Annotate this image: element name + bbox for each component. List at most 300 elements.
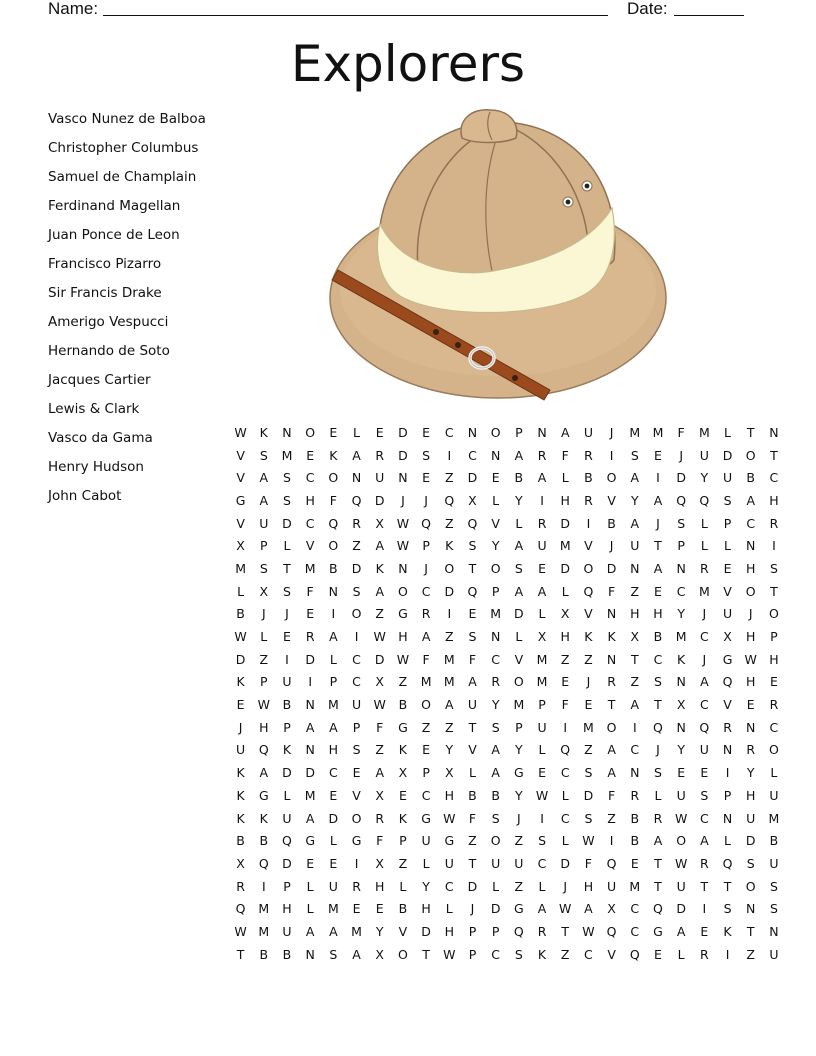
grid-letter: N [467,424,478,440]
grid-letter: X [236,855,245,871]
grid-letter: V [305,538,315,554]
grid-letter: C [746,515,756,531]
word-list-item: Jacques Cartier [48,372,151,388]
grid-letter: U [491,855,501,871]
grid-letter: G [514,901,524,917]
word-list-item: Henry Hudson [48,459,144,475]
grid-letter: N [676,719,686,735]
grid-letter: V [236,447,245,463]
grid-letter: D [583,787,594,803]
grid-letter: V [723,697,732,713]
grid-letter: Z [352,538,361,554]
grid-letter: T [654,697,662,713]
grid-letter: A [607,742,616,758]
grid-letter: Y [515,492,523,508]
grid-row [229,557,786,580]
grid-letter: L [561,583,569,599]
word-list-item: Juan Ponce de Leon [48,227,180,243]
grid-letter: D [606,560,617,576]
grid-letter: B [282,946,292,962]
grid-letter: A [746,492,755,508]
grid-letter: N [769,923,779,939]
grid-letter: D [282,765,292,781]
grid-letter: A [514,538,524,554]
grid-letter: R [491,674,500,690]
grid-letter: C [305,515,315,531]
grid-letter: D [282,855,292,871]
grid-row [229,512,786,535]
grid-letter: U [583,424,593,440]
grid-letter: W [674,810,688,826]
grid-letter: L [260,629,268,645]
grid-letter: L [468,765,476,781]
grid-letter: C [560,810,570,826]
grid-letter: E [422,742,431,758]
grid-letter: Q [351,492,362,508]
grid-letter: A [375,765,384,781]
name-blank[interactable] [103,0,608,16]
word-list-item: Christopher Columbus [48,140,199,156]
grid-letter: P [515,424,523,440]
grid-letter: U [607,878,617,894]
grid-letter: Q [653,719,663,735]
grid-letter: O [768,606,779,622]
grid-letter: N [490,629,501,645]
grid-letter: T [236,946,245,962]
grid-row [229,897,786,920]
grid-letter: N [305,697,315,713]
grid-letter: X [444,765,454,781]
grid-letter: F [561,447,569,463]
grid-letter: G [258,787,269,803]
grid-letter: H [375,878,385,894]
grid-letter: O [397,946,408,962]
grid-letter: Q [606,855,617,871]
grid-letter: I [308,674,312,690]
grid-letter: S [491,719,500,735]
grid-letter: O [328,470,339,486]
grid-letter: S [352,583,361,599]
grid-letter: B [236,833,245,849]
grid-letter: I [563,719,568,735]
grid-letter: T [770,447,778,463]
grid-letter: Z [746,946,755,962]
grid-letter: U [537,538,547,554]
grid-letter: H [653,606,663,622]
grid-letter: J [679,447,683,463]
grid-letter: R [584,492,593,508]
grid-letter: F [329,492,337,508]
grid-letter: F [584,855,592,871]
grid-letter: U [699,742,709,758]
grid-letter: U [328,878,338,894]
grid-letter: Z [514,833,524,849]
grid-letter: Z [584,742,593,758]
grid-row [229,489,786,512]
grid-letter: Z [444,515,454,531]
grid-letter: D [722,447,733,463]
grid-letter: L [654,787,662,803]
grid-letter: M [327,901,339,917]
grid-letter: O [768,742,779,758]
grid-letter: J [702,651,707,667]
grid-letter: Z [514,878,524,894]
grid-letter: S [538,833,546,849]
grid-row [229,444,786,467]
grid-letter: B [236,606,245,622]
grid-letter: K [259,810,268,826]
grid-letter: M [768,810,780,826]
grid-letter: A [468,674,477,690]
grid-letter: Y [422,878,430,894]
grid-letter: W [582,833,595,849]
grid-letter: L [422,855,430,871]
grid-row [229,648,786,671]
grid-letter: J [261,606,266,622]
grid-letter: H [305,492,315,508]
word-list-item: Sir Francis Drake [48,285,162,301]
grid-letter: F [306,583,314,599]
grid-letter: T [468,855,477,871]
grid-letter: E [329,424,338,440]
grid-letter: H [769,492,779,508]
grid-letter: A [445,697,454,713]
grid-letter: N [630,560,640,576]
grid-letter: Q [258,855,269,871]
grid-letter: D [560,855,571,871]
grid-row [229,920,786,943]
grid-letter: S [700,787,709,803]
grid-letter: G [351,833,362,849]
grid-letter: V [584,606,593,622]
grid-letter: J [401,492,405,508]
grid-letter: M [513,697,525,713]
grid-letter: O [513,674,524,690]
grid-letter: U [236,742,246,758]
grid-letter: Y [445,742,454,758]
grid-letter: R [537,515,547,531]
grid-letter: B [607,515,616,531]
grid-letter: M [351,923,362,939]
grid-letter: U [676,878,686,894]
grid-row [229,739,786,762]
grid-letter: S [514,560,523,576]
grid-row [229,716,786,739]
grid-letter: Z [259,651,269,667]
grid-letter: C [468,447,477,463]
grid-letter: W [744,651,757,667]
grid-letter: I [331,606,336,622]
grid-letter: Q [653,901,663,917]
grid-letter: M [536,651,548,667]
grid-letter: D [351,560,362,576]
grid-letter: O [328,538,339,554]
grid-letter: M [629,878,641,894]
grid-letter: H [746,560,756,576]
grid-letter: S [746,855,755,871]
grid-letter: E [352,901,361,917]
grid-letter: K [236,765,245,781]
grid-letter: B [259,833,269,849]
grid-letter: A [560,424,570,440]
grid-letter: M [698,424,710,440]
grid-letter: S [677,515,686,531]
grid-letter: S [283,470,291,486]
grid-letter: T [422,946,430,962]
grid-letter: P [515,719,523,735]
grid-letter: T [283,560,291,576]
grid-letter: L [561,833,569,849]
grid-letter: N [746,719,756,735]
grid-letter: M [281,447,293,463]
grid-letter: W [582,923,595,939]
grid-letter: C [352,674,361,690]
grid-row [229,466,786,489]
grid-letter: Z [560,946,570,962]
grid-letter: Y [491,538,500,554]
grid-letter: U [769,787,779,803]
grid-letter: N [746,901,756,917]
grid-letter: C [352,651,361,667]
grid-letter: H [560,492,570,508]
grid-letter: D [560,515,571,531]
grid-letter: E [352,765,361,781]
grid-letter: E [236,697,245,713]
grid-letter: K [282,742,292,758]
grid-letter: R [700,946,709,962]
grid-letter: T [561,923,570,939]
grid-letter: O [583,560,594,576]
grid-letter: X [630,629,640,645]
grid-letter: O [490,560,501,576]
grid-letter: X [375,855,384,871]
grid-letter: A [653,560,663,576]
grid-letter: M [258,901,270,917]
grid-letter: Z [398,855,408,871]
grid-letter: A [259,470,269,486]
grid-row [229,761,786,784]
pith-helmet-icon [322,100,672,410]
grid-letter: I [540,810,544,826]
grid-letter: E [306,447,315,463]
grid-letter: L [515,629,523,645]
grid-letter: B [630,833,640,849]
grid-letter: H [560,629,570,645]
grid-letter: I [447,447,452,463]
grid-letter: S [769,878,778,894]
grid-letter: A [584,901,593,917]
grid-letter: A [259,492,269,508]
grid-letter: Q [421,515,432,531]
grid-letter: Q [676,492,687,508]
grid-letter: C [653,651,663,667]
grid-letter: V [491,515,500,531]
grid-letter: X [375,787,384,803]
grid-letter: L [445,901,453,917]
grid-letter: N [606,606,617,622]
grid-letter: T [468,560,477,576]
grid-letter: L [538,878,546,894]
grid-letter: H [328,742,339,758]
grid-letter: U [351,697,362,713]
grid-letter: J [656,742,660,758]
grid-letter: M [235,560,246,576]
grid-letter: V [584,538,593,554]
grid-letter: N [398,560,408,576]
grid-letter: A [607,765,616,781]
grid-letter: L [538,742,546,758]
grid-letter: I [586,515,591,531]
grid-letter: P [422,538,430,554]
grid-letter: V [236,515,245,531]
grid-letter: Q [722,855,733,871]
grid-letter: C [630,901,640,917]
grid-letter: K [445,538,454,554]
grid-letter: N [305,946,315,962]
grid-letter: Q [513,923,524,939]
grid-letter: Z [468,833,477,849]
grid-letter: U [259,515,269,531]
grid-letter: H [444,923,454,939]
grid-letter: N [282,424,292,440]
word-list-item: John Cabot [48,488,122,504]
grid-letter: R [700,855,709,871]
grid-letter: M [443,674,455,690]
grid-letter: J [656,515,660,531]
grid-letter: Y [677,742,685,758]
grid-letter: I [725,946,730,962]
grid-letter: T [746,424,755,440]
grid-letter: U [421,833,431,849]
grid-letter: W [396,538,410,554]
grid-letter: P [260,538,268,554]
grid-letter: J [424,492,428,508]
grid-letter: G [398,606,408,622]
grid-letter: U [467,697,478,713]
grid-letter: N [305,742,315,758]
grid-letter: R [700,560,709,576]
grid-letter: G [305,833,315,849]
grid-letter: S [514,946,523,962]
grid-letter: S [491,810,500,826]
grid-letter: Y [677,606,685,622]
grid-letter: I [702,901,707,917]
grid-letter: Z [607,810,616,826]
grid-letter: C [491,651,501,667]
grid-letter: A [259,765,269,781]
grid-letter: L [329,833,337,849]
grid-letter: K [329,447,338,463]
grid-letter: M [420,674,432,690]
grid-row [229,421,786,444]
grid-letter: R [537,447,547,463]
grid-letter: Q [328,515,339,531]
grid-letter: W [396,515,410,531]
grid-letter: S [654,674,662,690]
grid-letter: D [398,424,408,440]
grid-letter: D [235,651,246,667]
grid-letter: U [537,719,547,735]
grid-letter: M [652,424,664,440]
grid-letter: P [491,583,500,599]
grid-letter: D [676,470,686,486]
grid-letter: X [537,629,547,645]
grid-letter: A [421,629,431,645]
grid-letter: L [700,538,708,554]
grid-letter: I [725,765,730,781]
grid-letter: Z [375,606,384,622]
grid-letter: H [421,901,431,917]
grid-letter: E [654,447,662,463]
grid-letter: B [653,629,663,645]
grid-row [229,693,786,716]
grid-letter: L [283,787,291,803]
grid-letter: Y [515,742,523,758]
grid-letter: E [468,606,477,622]
date-blank[interactable] [674,0,744,16]
grid-letter: M [443,651,455,667]
grid-letter: A [329,629,338,645]
grid-letter: Q [235,901,246,917]
grid-letter: I [656,470,660,486]
grid-letter: M [583,719,594,735]
grid-letter: A [305,719,315,735]
grid-letter: C [444,878,454,894]
grid-letter: S [283,583,291,599]
grid-letter: F [607,787,616,803]
grid-letter: L [353,424,361,440]
grid-letter: X [560,606,570,622]
grid-letter: P [422,765,430,781]
grid-letter: Z [584,651,593,667]
grid-letter: Y [375,923,384,939]
grid-letter: J [609,424,614,440]
grid-letter: V [236,470,245,486]
grid-letter: R [653,810,663,826]
grid-letter: H [746,787,756,803]
grid-letter: B [769,833,779,849]
grid-letter: H [746,674,756,690]
grid-letter: B [746,470,755,486]
grid-letter: F [468,651,477,667]
grid-letter: B [259,946,269,962]
grid-letter: X [676,697,686,713]
grid-letter: R [746,742,756,758]
grid-letter: O [676,833,687,849]
grid-letter: V [398,923,408,939]
grid-letter: U [375,470,385,486]
grid-letter: W [443,810,456,826]
grid-letter: L [306,901,314,917]
grid-letter: S [654,765,662,781]
name-label: Name: [48,0,99,18]
grid-letter: D [398,447,408,463]
grid-letter: A [352,447,361,463]
grid-letter: L [515,515,523,531]
grid-letter: D [444,583,455,599]
grid-letter: Z [398,674,408,690]
grid-letter: Q [467,583,478,599]
grid-letter: S [723,901,732,917]
grid-letter: G [444,833,455,849]
grid-letter: F [376,719,384,735]
grid-row [229,875,786,898]
grid-letter: R [352,515,361,531]
grid-letter: U [282,923,292,939]
grid-letter: L [724,538,732,554]
grid-letter: J [609,538,614,554]
grid-row [229,852,786,875]
